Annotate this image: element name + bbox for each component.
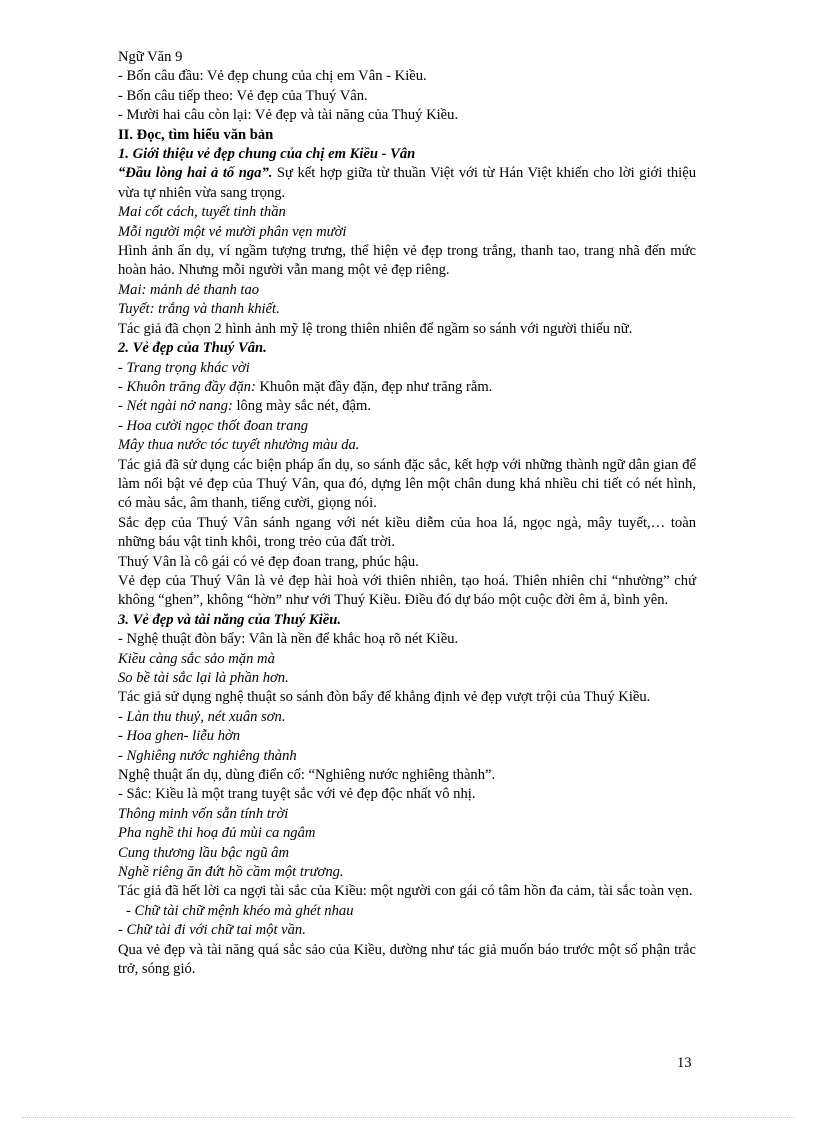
paragraph: Sắc đẹp của Thuý Vân sánh ngang với nét kiều diễm của hoa lá, ngọc ngà, mây tuyết,… toàn những báu vật tinh khôi, trong trẻo của đất trời. <box>118 514 696 551</box>
verse-line: - Trang trọng khác vời <box>118 359 250 376</box>
verse-line: Kiều càng sắc sảo mặn mà <box>118 650 275 667</box>
outline-item: - Bốn câu tiếp theo: Vẻ đẹp của Thuý Vân. <box>118 87 368 104</box>
verse-line: - Chữ tài đi với chữ tai một vần. <box>118 922 306 939</box>
paragraph: Tác giả đã chọn 2 hình ảnh mỹ lệ trong thiên nhiên để ngầm so sánh với người thiếu nữ. <box>118 320 633 337</box>
verse-fragment: - Nét ngài nở nang: <box>118 398 233 415</box>
verse-line: Mây thua nước tóc tuyết nhường màu da. <box>118 437 360 454</box>
paragraph: Vẻ đẹp của Thuý Vân là vẻ đẹp hài hoà với thiên nhiên, tạo hoá. Thiên nhiên chỉ “nhường” chứ không “ghen”, không “hờn” như với Thuý Kiều. Điều đó dự báo một cuộc đời êm ả, bình yên. <box>118 572 696 609</box>
paragraph-text: Sự kết hợp giữa từ thuần Việt với từ Hán Việt khiến cho lời giới thiệu vừa tự nhiên vừa sang trọng. <box>118 165 697 201</box>
verse-fragment: - Khuôn trăng đầy đặn: <box>118 378 256 395</box>
paragraph: Tác giả đã sử dụng các biện pháp ẩn dụ, so sánh đặc sắc, kết hợp với những thành ngữ dân gian để làm nổi bật vẻ đẹp của Thuý Vân, qua đó, dựng lên một chân dung khá nhiều chi tiết có nét hình, có màu sắc, âm thanh, tiếng cười, giọng nói. <box>118 456 696 512</box>
verse-line: - Hoa cười ngọc thốt đoan trang <box>118 417 309 434</box>
verse-line: Thông minh vốn sẵn tính trời <box>118 805 289 822</box>
paragraph: Nghệ thuật ẩn dụ, dùng điển cố: “Nghiêng nước nghiêng thành”. <box>118 767 496 784</box>
verse-line: Nghề riêng ăn đứt hồ cầm một trương. <box>118 864 344 881</box>
annotation-line <box>118 378 696 397</box>
paragraph: Hình ảnh ẩn dụ, ví ngầm tượng trưng, thể hiện vẻ đẹp trong trắng, thanh tao, trang nhã đến mức hoàn hảo. Nhưng mỗi người vẫn mang một vẻ đẹp riêng. <box>118 243 696 279</box>
quote: “Đầu lòng hai ả tố nga”. <box>118 165 273 182</box>
paragraph: Tác giả đã hết lời ca ngợi tài sắc của Kiều: một người con gái có tâm hồn đa cảm, tài sắc toàn vẹn. <box>118 883 693 900</box>
verse-line: Cung thương lầu bậc ngũ âm <box>118 844 290 861</box>
outline-item: - Bốn câu đầu: Vẻ đẹp chung của chị em Vân - Kiều. <box>118 68 427 85</box>
page-number: 13 <box>677 1055 692 1071</box>
page-content <box>118 48 696 980</box>
verse-line: Mai cốt cách, tuyết tinh thần <box>118 204 286 221</box>
subsection-heading: 1. Giới thiệu vẻ đẹp chung của chị em Kiều - Vân <box>118 146 416 163</box>
outline-item: - Mười hai câu còn lại: Vẻ đẹp và tài năng của Thuý Kiều. <box>118 107 459 124</box>
paragraph: - Sắc: Kiều là một trang tuyệt sắc với vẻ đẹp độc nhất vô nhị. <box>118 786 476 803</box>
verse-line: Mỗi người một vẻ mười phân vẹn mười <box>118 223 347 240</box>
paragraph: - Nghệ thuật đòn bẩy: Vân là nền để khắc hoạ rõ nét Kiều. <box>118 631 459 648</box>
paragraph <box>118 164 696 203</box>
paragraph: Thuý Vân là cô gái có vẻ đẹp đoan trang, phúc hậu. <box>118 553 419 570</box>
verse-line: Pha nghề thi hoạ đủ mùi ca ngâm <box>118 825 316 842</box>
paragraph: Qua vẻ đẹp và tài năng quá sắc sảo của Kiều, dường như tác giả muốn báo trước một số phận trắc trở, sóng gió. <box>118 941 696 978</box>
page-bottom-border <box>22 1117 794 1118</box>
verse-line: - Nghiêng nước nghiêng thành <box>118 747 297 764</box>
annotation-line: Mai: mảnh dẻ thanh tao <box>118 281 260 298</box>
annotation-line <box>118 397 696 416</box>
explanation: lông mày sắc nét, đậm. <box>232 398 372 415</box>
section-heading: II. Đọc, tìm hiểu văn bản <box>118 126 274 143</box>
subsection-heading: 3. Vẻ đẹp và tài năng của Thuý Kiều. <box>118 611 341 628</box>
verse-line: - Hoa ghen- liễu hờn <box>118 728 241 745</box>
explanation: Khuôn mặt đầy đặn, đẹp như trăng rằm. <box>255 378 493 395</box>
verse-line: - Chữ tài chữ mệnh khéo mà ghét nhau <box>126 902 354 919</box>
page-header: Ngữ Văn 9 <box>118 49 183 65</box>
verse-line: So bề tài sắc lại là phần hơn. <box>118 670 289 686</box>
subsection-heading: 2. Vẻ đẹp của Thuý Vân. <box>118 340 267 357</box>
verse-line: - Làn thu thuỷ, nét xuân sơn. <box>118 708 286 725</box>
paragraph: Tác giả sử dụng nghệ thuật so sánh đòn bẩy để khẳng định vẻ đẹp vượt trội của Thuý Kiều. <box>118 689 651 706</box>
annotation-line: Tuyết: trắng và thanh khiết. <box>118 301 280 318</box>
